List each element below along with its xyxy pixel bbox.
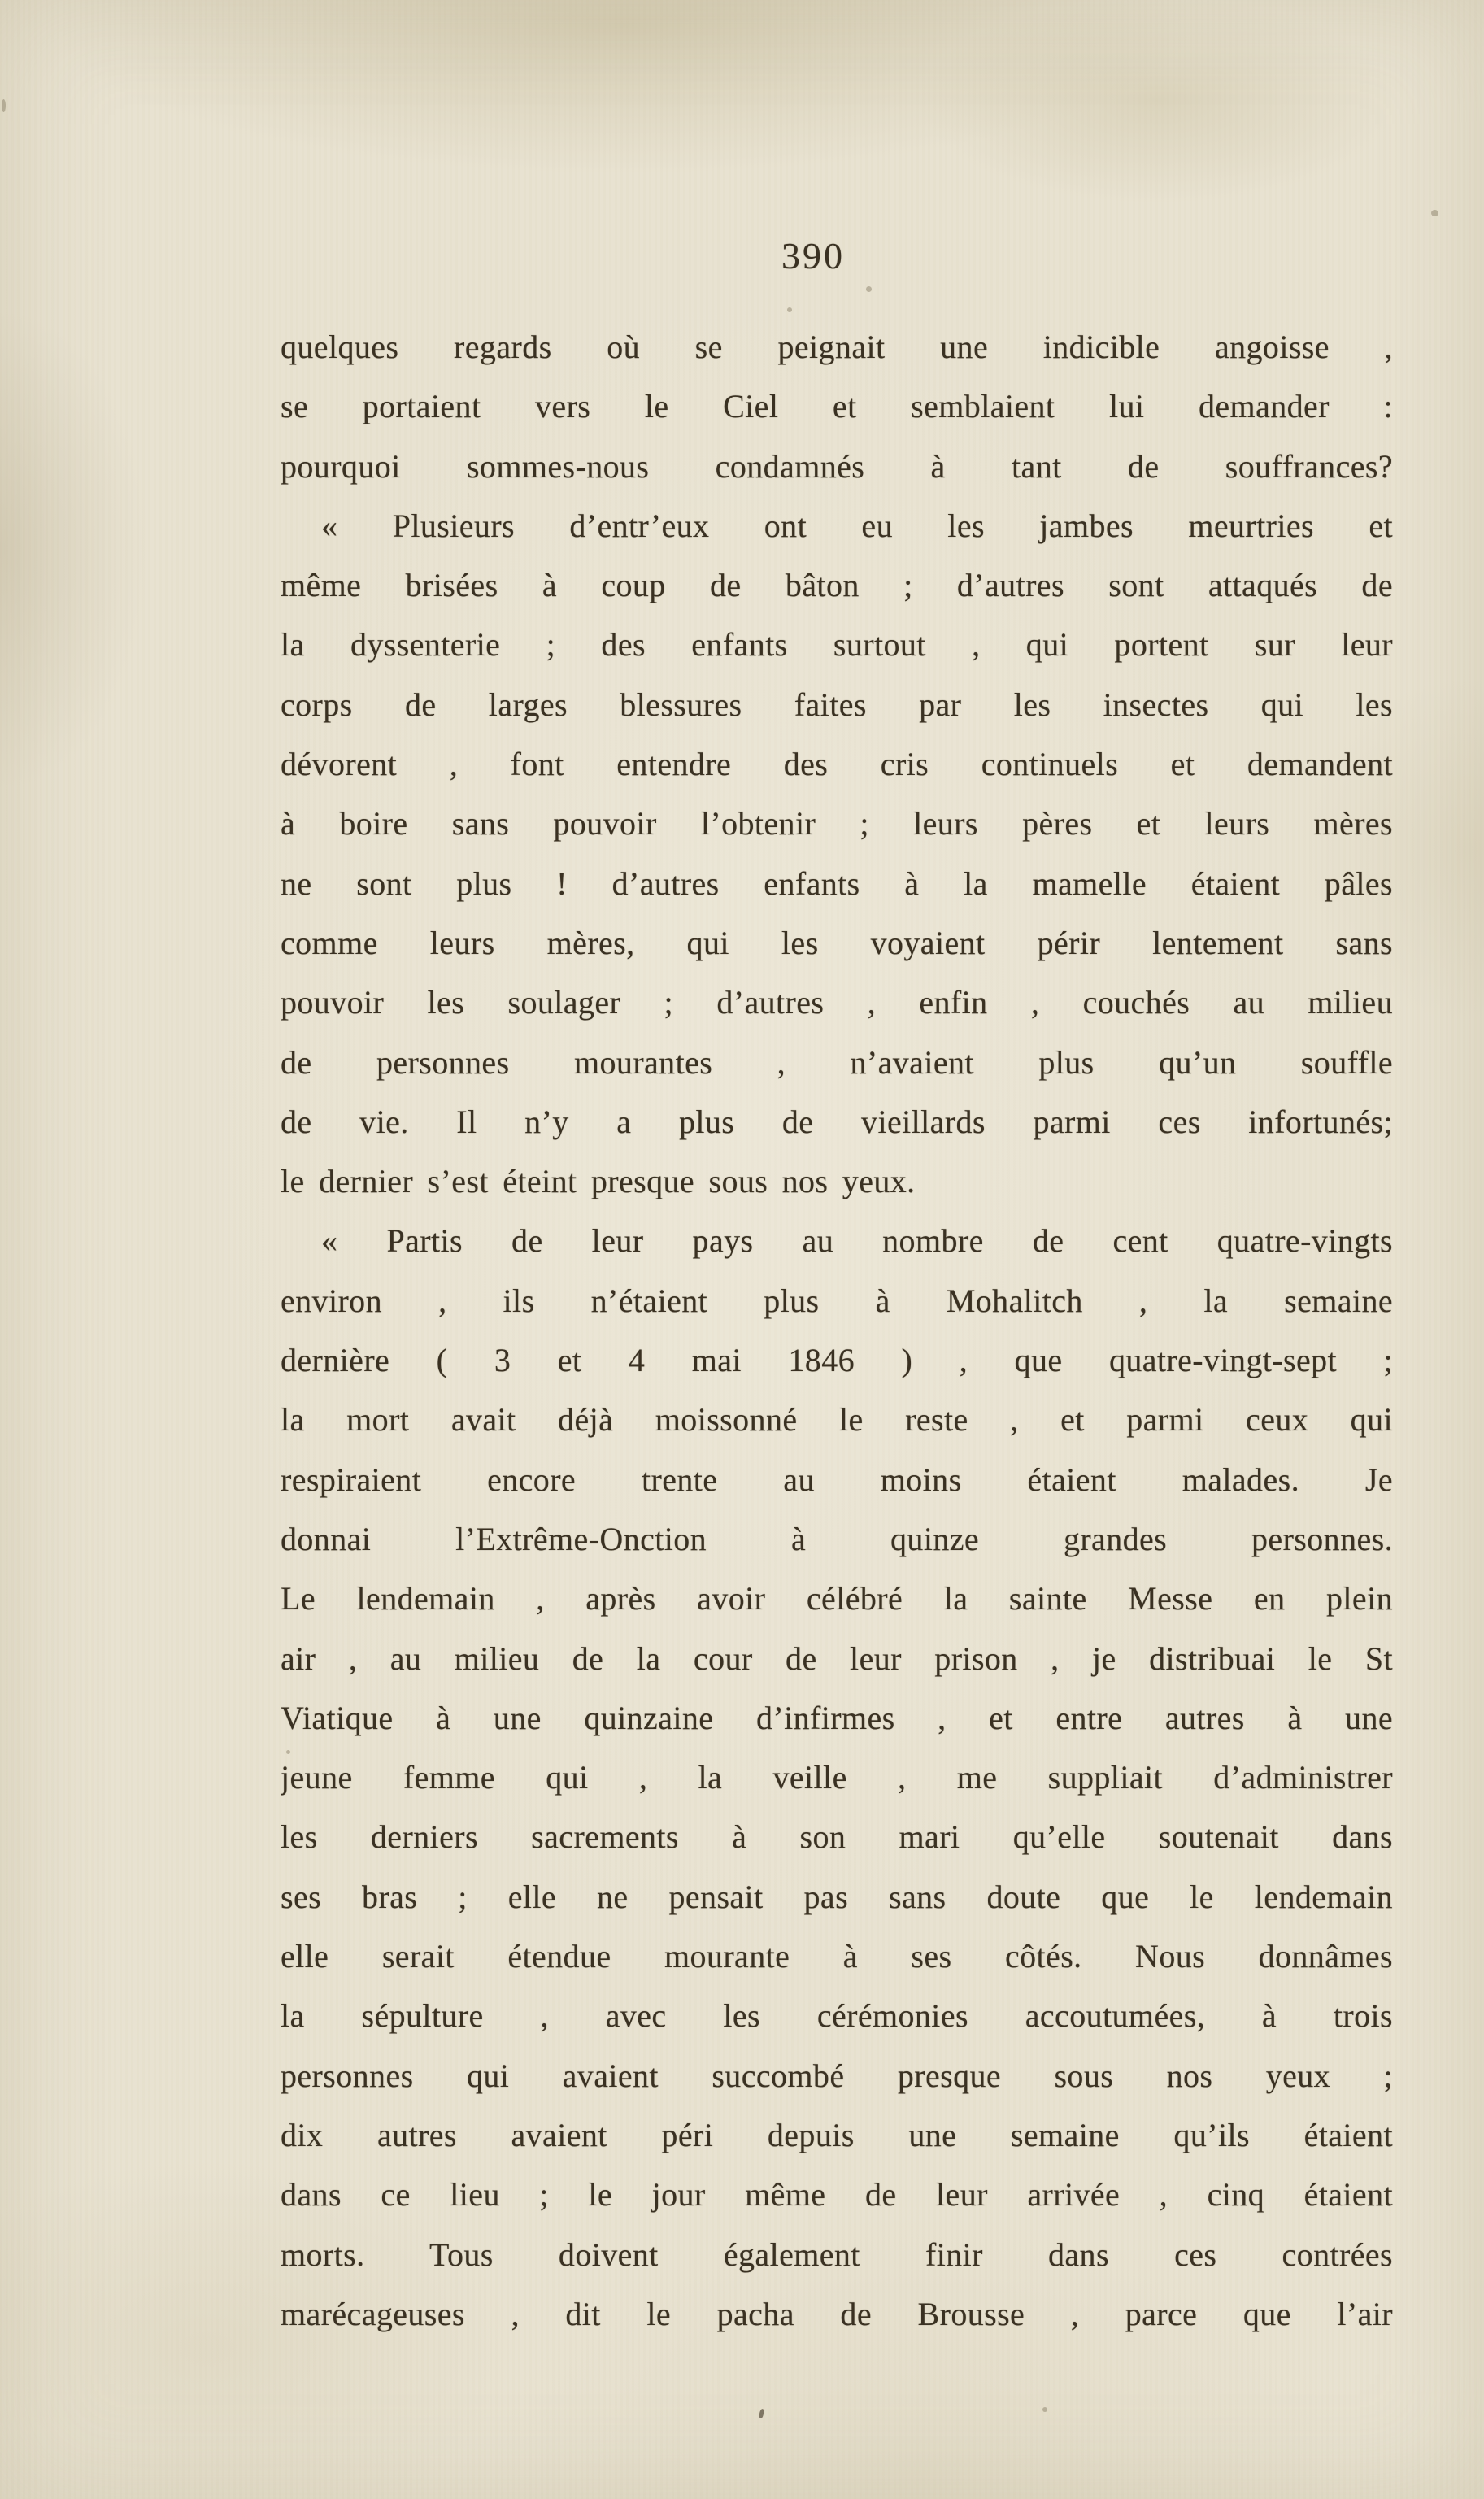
text-line: pourquoi sommes-nous condamnés à tant de souffrances?: [281, 447, 1393, 485]
paper-speck: [2, 99, 6, 112]
text-line: marécageuses , dit le pacha de Brousse , parce que l’air: [281, 2295, 1393, 2332]
text-line: le dernier s’est éteint presque sous nos yeux.: [281, 1163, 916, 1200]
text-line: dernière ( 3 et 4 mai 1846 ) , que quatre-vingt-sept ;: [281, 1342, 1393, 1379]
paper-speck: [286, 1750, 290, 1754]
text-line: comme leurs mères, qui les voyaient périr lentement sans: [281, 924, 1393, 961]
text-line: morts. Tous doivent également finir dans ces contrées: [281, 2236, 1393, 2273]
text-line: elle serait étendue mourante à ses côtés. Nous donnâmes: [281, 1938, 1393, 1975]
paper-speck: [759, 2409, 765, 2419]
paper-speck: [1431, 210, 1438, 216]
text-line: de personnes mourantes , n’avaient plus qu’un souffle: [281, 1043, 1393, 1081]
text-line: Le lendemain , après avoir célébré la sainte Messe en plein: [281, 1580, 1393, 1617]
text-line: ses bras ; elle ne pensait pas sans doute que le lendemain: [281, 1878, 1393, 1915]
text-line: pouvoir les soulager ; d’autres , enfin , couchés au milieu: [281, 984, 1393, 1021]
text-line: air , au milieu de la cour de leur prison , je distribuai le St: [281, 1639, 1393, 1677]
text-line: Viatique à une quinzaine d’infirmes , et entre autres à une: [281, 1699, 1393, 1736]
text-line: ne sont plus ! d’autres enfants à la mamelle étaient pâles: [281, 864, 1393, 902]
paper-speck: [866, 286, 872, 292]
text-line: dix autres avaient péri depuis une semaine qu’ils étaient: [281, 2116, 1393, 2153]
page-number: 390: [781, 235, 845, 276]
text-line: même brisées à coup de bâton ; d’autres sont attaqués de: [281, 567, 1393, 604]
text-line: se portaient vers le Ciel et semblaient lui demander :: [281, 388, 1393, 425]
text-line: environ , ils n’étaient plus à Mohalitch , la semaine: [281, 1282, 1393, 1319]
text-line: la sépulture , avec les cérémonies accoutumées, à trois: [281, 1997, 1393, 2035]
text-line: « Plusieurs d’entr’eux ont eu les jambes meurtries et: [321, 507, 1393, 544]
text-line: « Partis de leur pays au nombre de cent quatre-vingts: [321, 1222, 1393, 1260]
text-line: dans ce lieu ; le jour même de leur arrivée , cinq étaient: [281, 2176, 1393, 2214]
text-line: la mort avait déjà moissonné le reste , et parmi ceux qui: [281, 1401, 1393, 1439]
text-line: corps de larges blessures faites par les insectes qui les: [281, 686, 1393, 723]
text-line: jeune femme qui , la veille , me suppliait d’administrer: [281, 1759, 1393, 1796]
text-line: personnes qui avaient succombé presque sous nos yeux ;: [281, 2057, 1393, 2094]
text-line: à boire sans pouvoir l’obtenir ; leurs pères et leurs mères: [281, 805, 1393, 842]
text-line: respiraient encore trente au moins étaient malades. Je: [281, 1461, 1393, 1498]
paper-speck: [787, 307, 792, 312]
paper-speck: [1042, 2407, 1047, 2412]
text-line: de vie. Il n’y a plus de vieillards parmi ces infortunés;: [281, 1103, 1393, 1140]
text-line: les derniers sacrements à son mari qu’elle soutenait dans: [281, 1818, 1393, 1856]
text-line: quelques regards où se peignait une indicible angoisse ,: [281, 329, 1393, 365]
page-text: [281, 317, 1393, 2344]
text-line: donnai l’Extrême-Onction à quinze grandes personnes.: [281, 1520, 1393, 1557]
text-line: la dyssenterie ; des enfants surtout , qui portent sur leur: [281, 626, 1393, 664]
text-line: dévorent , font entendre des cris continuels et demandent: [281, 746, 1393, 783]
